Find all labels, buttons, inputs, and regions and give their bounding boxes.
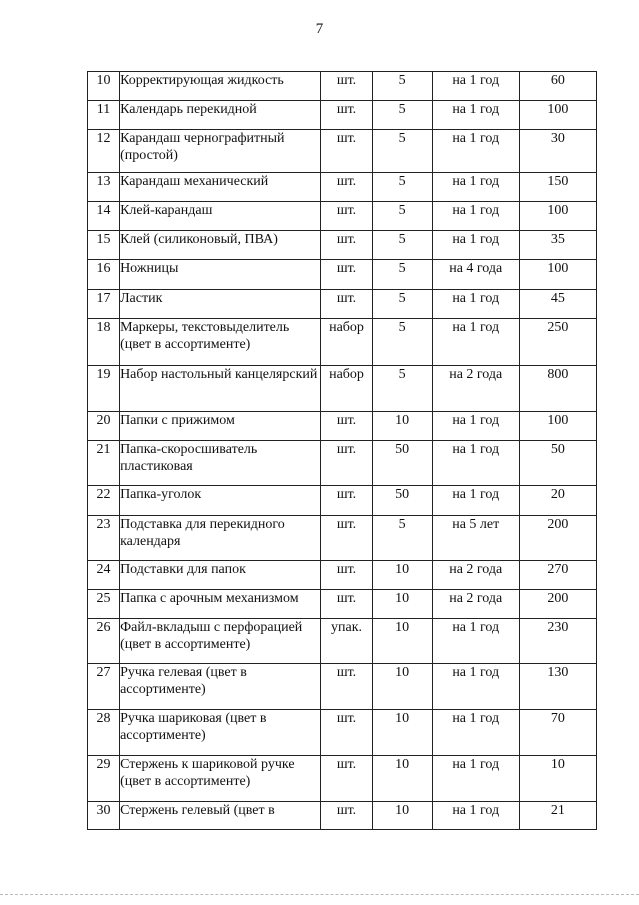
item-name-cell: Файл-вкладыш с перфорацией (цвет в ассортименте) <box>120 619 321 664</box>
quantity-cell: 5 <box>372 366 432 412</box>
item-name-cell: Ластик <box>120 290 321 319</box>
usage-period-cell: на 1 год <box>432 101 519 130</box>
item-name-cell: Карандаш чернографитный (простой) <box>120 130 321 173</box>
unit-of-measure-cell: набор <box>321 366 372 412</box>
row-number-cell: 23 <box>88 516 120 561</box>
row-number-cell: 12 <box>88 130 120 173</box>
table-row <box>88 290 597 319</box>
page-number: 7 <box>315 21 324 37</box>
quantity-cell: 50 <box>372 486 432 516</box>
supplies-table <box>87 71 597 830</box>
row-number-cell: 13 <box>88 173 120 202</box>
quantity-cell: 5 <box>372 319 432 366</box>
table-row <box>88 710 597 756</box>
unit-of-measure-cell: шт. <box>321 802 372 830</box>
usage-period-cell: на 1 год <box>432 441 519 486</box>
unit-of-measure-cell: шт. <box>321 72 372 101</box>
usage-period-cell: на 1 год <box>432 290 519 319</box>
usage-period-cell: на 1 год <box>432 710 519 756</box>
price-cell: 130 <box>519 664 596 710</box>
unit-of-measure-cell: шт. <box>321 486 372 516</box>
item-name-cell: Ножницы <box>120 260 321 290</box>
table-row <box>88 130 597 173</box>
price-cell: 45 <box>519 290 596 319</box>
price-cell: 35 <box>519 231 596 260</box>
quantity-cell: 5 <box>372 101 432 130</box>
row-number-cell: 18 <box>88 319 120 366</box>
quantity-cell: 10 <box>372 561 432 590</box>
table-row <box>88 260 597 290</box>
table-row <box>88 366 597 412</box>
row-number-cell: 16 <box>88 260 120 290</box>
usage-period-cell: на 2 года <box>432 590 519 619</box>
unit-of-measure-cell: шт. <box>321 710 372 756</box>
unit-of-measure-cell: шт. <box>321 202 372 231</box>
usage-period-cell: на 1 год <box>432 664 519 710</box>
usage-period-cell: на 1 год <box>432 756 519 802</box>
table-row <box>88 590 597 619</box>
supplies-table-body <box>88 72 597 830</box>
table-row <box>88 202 597 231</box>
usage-period-cell: на 1 год <box>432 319 519 366</box>
quantity-cell: 10 <box>372 619 432 664</box>
usage-period-cell: на 4 года <box>432 260 519 290</box>
quantity-cell: 5 <box>372 72 432 101</box>
table-row <box>88 319 597 366</box>
unit-of-measure-cell: шт. <box>321 664 372 710</box>
quantity-cell: 10 <box>372 756 432 802</box>
item-name-cell: Карандаш механический <box>120 173 321 202</box>
row-number-cell: 14 <box>88 202 120 231</box>
item-name-cell: Ручка шариковая (цвет в ассортименте) <box>120 710 321 756</box>
item-name-cell: Подставка для перекидного календаря <box>120 516 321 561</box>
quantity-cell: 5 <box>372 260 432 290</box>
table-row <box>88 756 597 802</box>
page-bottom-divider <box>0 894 639 895</box>
unit-of-measure-cell: шт. <box>321 590 372 619</box>
quantity-cell: 10 <box>372 590 432 619</box>
item-name-cell: Стержень гелевый (цвет в <box>120 802 321 830</box>
row-number-cell: 22 <box>88 486 120 516</box>
item-name-cell: Клей (силиконовый, ПВА) <box>120 231 321 260</box>
row-number-cell: 27 <box>88 664 120 710</box>
price-cell: 200 <box>519 590 596 619</box>
item-name-cell: Стержень к шариковой ручке (цвет в ассортименте) <box>120 756 321 802</box>
price-cell: 100 <box>519 260 596 290</box>
unit-of-measure-cell: шт. <box>321 173 372 202</box>
unit-of-measure-cell: шт. <box>321 412 372 441</box>
price-cell: 10 <box>519 756 596 802</box>
price-cell: 30 <box>519 130 596 173</box>
unit-of-measure-cell: шт. <box>321 290 372 319</box>
price-cell: 800 <box>519 366 596 412</box>
row-number-cell: 17 <box>88 290 120 319</box>
usage-period-cell: на 2 года <box>432 366 519 412</box>
row-number-cell: 19 <box>88 366 120 412</box>
row-number-cell: 24 <box>88 561 120 590</box>
row-number-cell: 28 <box>88 710 120 756</box>
price-cell: 150 <box>519 173 596 202</box>
quantity-cell: 5 <box>372 173 432 202</box>
table-row <box>88 231 597 260</box>
usage-period-cell: на 1 год <box>432 486 519 516</box>
quantity-cell: 5 <box>372 130 432 173</box>
table-row <box>88 486 597 516</box>
price-cell: 100 <box>519 412 596 441</box>
row-number-cell: 29 <box>88 756 120 802</box>
quantity-cell: 5 <box>372 290 432 319</box>
row-number-cell: 26 <box>88 619 120 664</box>
item-name-cell: Папка-скоросшиватель пластиковая <box>120 441 321 486</box>
usage-period-cell: на 5 лет <box>432 516 519 561</box>
quantity-cell: 10 <box>372 710 432 756</box>
quantity-cell: 50 <box>372 441 432 486</box>
quantity-cell: 10 <box>372 412 432 441</box>
usage-period-cell: на 1 год <box>432 802 519 830</box>
row-number-cell: 30 <box>88 802 120 830</box>
row-number-cell: 11 <box>88 101 120 130</box>
unit-of-measure-cell: шт. <box>321 441 372 486</box>
price-cell: 70 <box>519 710 596 756</box>
item-name-cell: Корректирующая жидкость <box>120 72 321 101</box>
table-row <box>88 72 597 101</box>
table-row <box>88 619 597 664</box>
unit-of-measure-cell: шт. <box>321 231 372 260</box>
item-name-cell: Набор настольный канцелярский <box>120 366 321 412</box>
unit-of-measure-cell: набор <box>321 319 372 366</box>
table-row <box>88 561 597 590</box>
item-name-cell: Папка-уголок <box>120 486 321 516</box>
item-name-cell: Папки с прижимом <box>120 412 321 441</box>
row-number-cell: 21 <box>88 441 120 486</box>
unit-of-measure-cell: шт. <box>321 101 372 130</box>
item-name-cell: Ручка гелевая (цвет в ассортименте) <box>120 664 321 710</box>
price-cell: 20 <box>519 486 596 516</box>
table-row <box>88 412 597 441</box>
item-name-cell: Папка с арочным механизмом <box>120 590 321 619</box>
quantity-cell: 10 <box>372 802 432 830</box>
price-cell: 270 <box>519 561 596 590</box>
usage-period-cell: на 1 год <box>432 72 519 101</box>
quantity-cell: 5 <box>372 202 432 231</box>
unit-of-measure-cell: шт. <box>321 130 372 173</box>
table-row <box>88 516 597 561</box>
unit-of-measure-cell: шт. <box>321 561 372 590</box>
price-cell: 100 <box>519 101 596 130</box>
price-cell: 250 <box>519 319 596 366</box>
item-name-cell: Календарь перекидной <box>120 101 321 130</box>
usage-period-cell: на 1 год <box>432 412 519 441</box>
table-row <box>88 101 597 130</box>
price-cell: 50 <box>519 441 596 486</box>
unit-of-measure-cell: шт. <box>321 260 372 290</box>
row-number-cell: 25 <box>88 590 120 619</box>
row-number-cell: 15 <box>88 231 120 260</box>
unit-of-measure-cell: шт. <box>321 756 372 802</box>
unit-of-measure-cell: шт. <box>321 516 372 561</box>
quantity-cell: 5 <box>372 231 432 260</box>
quantity-cell: 10 <box>372 664 432 710</box>
price-cell: 100 <box>519 202 596 231</box>
price-cell: 60 <box>519 72 596 101</box>
table-row <box>88 173 597 202</box>
item-name-cell: Подставки для папок <box>120 561 321 590</box>
usage-period-cell: на 1 год <box>432 130 519 173</box>
table-row <box>88 664 597 710</box>
price-cell: 21 <box>519 802 596 830</box>
usage-period-cell: на 1 год <box>432 173 519 202</box>
unit-of-measure-cell: упак. <box>321 619 372 664</box>
usage-period-cell: на 1 год <box>432 202 519 231</box>
item-name-cell: Маркеры, текстовыделитель (цвет в ассортименте) <box>120 319 321 366</box>
table-row <box>88 802 597 830</box>
usage-period-cell: на 2 года <box>432 561 519 590</box>
usage-period-cell: на 1 год <box>432 619 519 664</box>
row-number-cell: 20 <box>88 412 120 441</box>
row-number-cell: 10 <box>88 72 120 101</box>
item-name-cell: Клей-карандаш <box>120 202 321 231</box>
usage-period-cell: на 1 год <box>432 231 519 260</box>
price-cell: 230 <box>519 619 596 664</box>
table-row <box>88 441 597 486</box>
price-cell: 200 <box>519 516 596 561</box>
quantity-cell: 5 <box>372 516 432 561</box>
